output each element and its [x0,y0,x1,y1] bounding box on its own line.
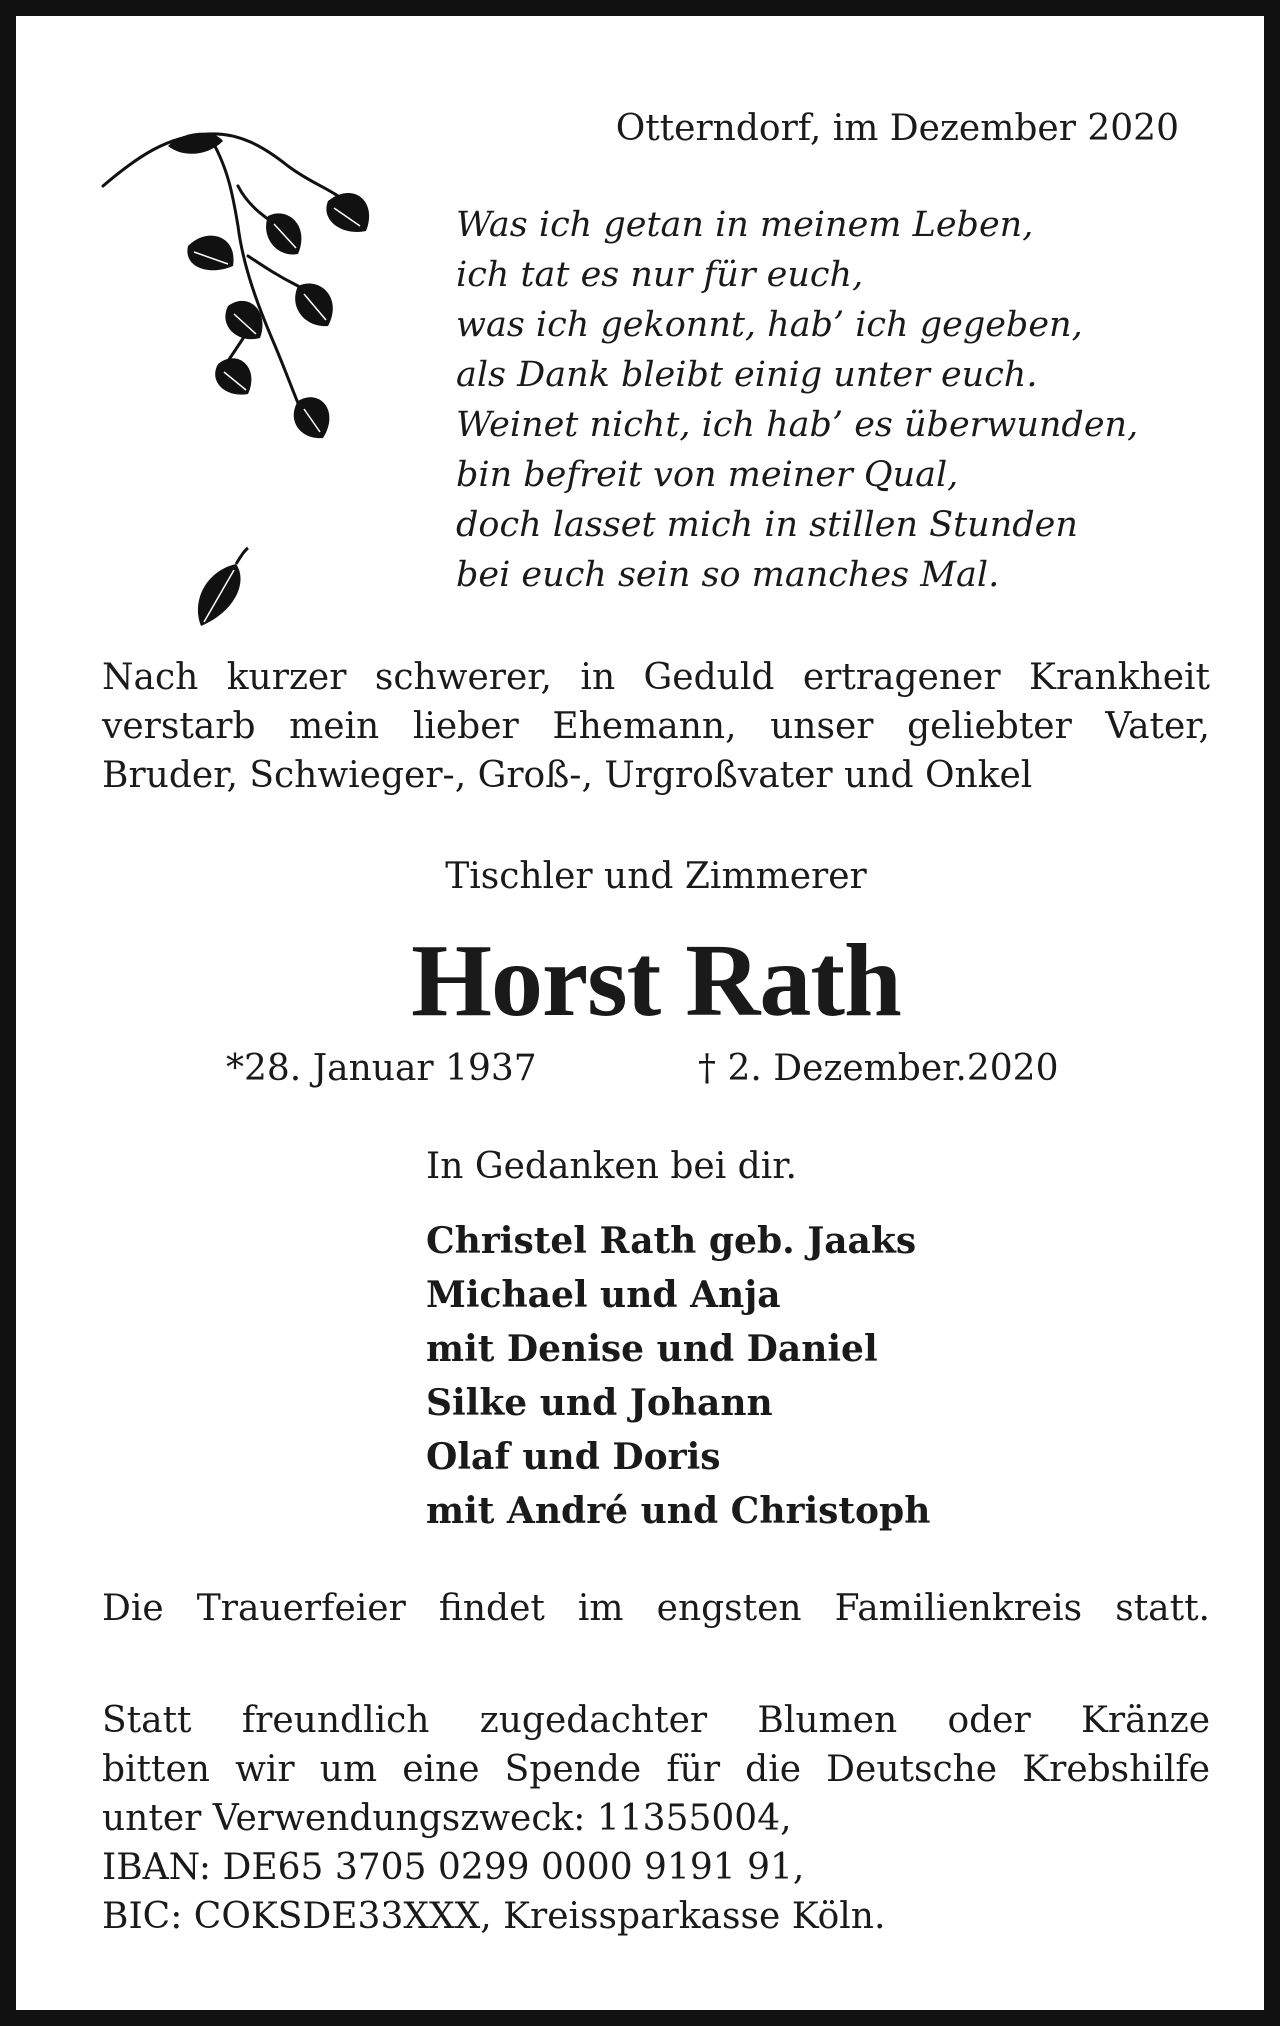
intro-line: Nach kurzer schwerer, in Geduld ertragener Krankheit [102,657,1210,698]
donation-line: unter Verwendungszweck: 11355004, [102,1798,792,1839]
donation-request [102,1696,1210,1941]
mourner-name: mit Denise und Daniel [426,1328,878,1370]
funeral-note: Die Trauerfeier findet im engsten Familienkreis statt. [102,1588,1210,1629]
birch-branch-icon [98,126,398,456]
mourners-list [426,1214,930,1538]
mourner-name: mit André und Christoph [426,1490,931,1532]
family-intro: In Gedanken bei dir. [426,1146,797,1187]
poem-line: ich tat es nur für euch, [456,255,864,295]
birth-date: *28. Januar 1937 [226,1048,537,1089]
poem-line: als Dank bleibt einig unter euch. [456,355,1038,395]
intro-line: Bruder, Schwieger-, Groß-, Urgroßvater und Onkel [102,755,1033,796]
intro-text [102,653,1210,800]
poem-line: Was ich getan in meinem Leben, [456,205,1034,245]
falling-leaf-icon [186,546,266,631]
poem-line: was ich gekonnt, hab’ ich gegeben, [456,305,1083,345]
place-date: Otterndorf, im Dezember 2020 [615,108,1179,149]
mourner-name: Christel Rath geb. Jaaks [426,1220,917,1262]
poem-line: doch lasset mich in stillen Stunden [456,505,1078,545]
intro-line: verstarb mein lieber Ehemann, unser geliebter Vater, [102,706,1210,747]
mourner-name: Olaf und Doris [426,1436,721,1478]
poem [456,200,1138,600]
mourner-name: Silke und Johann [426,1382,773,1424]
poem-line: bei euch sein so manches Mal. [456,555,1000,595]
profession: Tischler und Zimmerer [445,856,867,897]
mourner-name: Michael und Anja [426,1274,781,1316]
poem-line: bin befreit von meiner Qual, [456,455,959,495]
donation-line: BIC: COKSDE33XXX, Kreissparkasse Köln. [102,1896,886,1937]
donation-line: Statt freundlich zugedachter Blumen oder Kränze [102,1700,1210,1741]
death-date: † 2. Dezember.2020 [698,1048,1059,1089]
donation-line: bitten wir um eine Spende für die Deutsche Krebshilfe [102,1749,1210,1790]
deceased-name: Horst Rath [411,923,901,1038]
poem-line: Weinet nicht, ich hab’ es überwunden, [456,405,1139,445]
donation-line: IBAN: DE65 3705 0299 0000 9191 91, [102,1847,805,1888]
